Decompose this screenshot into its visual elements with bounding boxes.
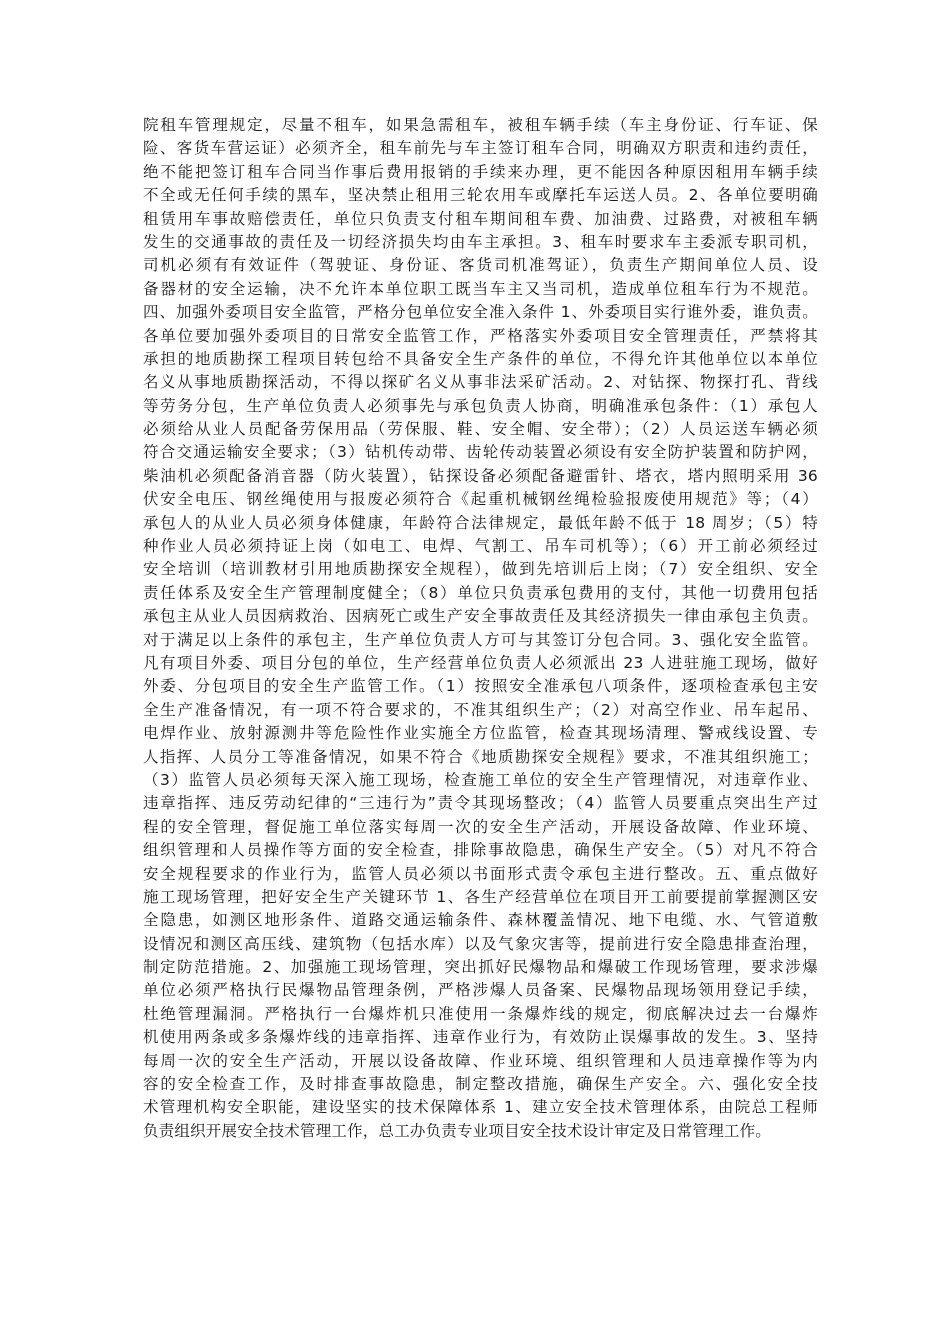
text-line: 制定防范措施。2、加强施工现场管理，突出抓好民爆物品和爆破工作现场管理，要求涉爆 (143, 958, 818, 977)
text-line: 人指挥、人员分工等准备情况，如果不符合《地质勘探安全规程》要求，不准其组织施工； (143, 747, 818, 766)
text-line: 违章指挥、违反劳动纪律的“三违行为”责令其现场整改；（4）监管人员要重点突出生产过 (143, 794, 818, 813)
text-line: 院租车管理规定，尽量不租车，如果急需租车，被租车辆手续（车主身份证、行车证、保 (143, 116, 818, 134)
text-line: 各单位要加强外委项目的日常安全监管工作，严格落实外委项目安全管理责任，严禁将其 (143, 326, 818, 345)
text-line: 伏安全电压、钢丝绳使用与报废必须符合《起重机械钢丝绳检验报废使用规范》等；（4） (143, 490, 818, 509)
text-line: 程的安全管理，督促施工单位落实每周一次的安全生产活动，开展设备故障、作业环境、 (143, 817, 818, 836)
text-line: 机使用两条或多条爆炸线的违章指挥、违章作业行为，有效防止误爆事故的发生。3、坚持 (143, 1028, 818, 1047)
text-line: 杜绝管理漏洞。严格执行一台爆炸机只准使用一条爆炸线的规定，彻底解决过去一台爆炸 (143, 1004, 818, 1023)
text-line: 电焊作业、放射源测井等危险性作业实施全方位监管，检查其现场清理、警戒线设置、专 (143, 724, 818, 743)
text-line: 凡有项目外委、项目分包的单位，生产经营单位负责人必须派出 23 人进驻施工现场，做好 (143, 653, 818, 672)
text-line: 承包人的从业人员必须身体健康，年龄符合法律规定，最低年龄不低于 18 周岁；（5）特 (143, 513, 818, 532)
text-line: 名义从事地质勘探活动，不得以探矿名义从事非法采矿活动。2、对钻探、物探打孔、背线 (143, 373, 818, 392)
text-line: 柴油机必须配备消音器（防火装置），钻探设备必须配备避雷针、塔衣，塔内照明采用 36 (143, 466, 818, 485)
text-line: 负责组织开展安全技术管理工作，总工办负责专业项目安全技术设计审定及日常管理工作。 (143, 1121, 772, 1140)
text-line: 外委、分包项目的安全生产监管工作。（1）按照安全准承包八项条件，逐项检查承包主安 (143, 677, 818, 696)
text-line: 单位必须严格执行民爆物品管理条例，严格涉爆人员备案、民爆物品现场领用登记手续， (143, 981, 818, 1000)
text-line: 符合交通运输安全要求；（3）钻机传动带、齿轮传动装置必须设有安全防护装置和防护网， (143, 443, 818, 462)
text-line: 组织管理和人员操作等方面的安全检查，排除事故隐患，确保生产安全。（5）对凡不符合 (143, 841, 818, 860)
text-line: 种作业人员必须持证上岗（如电工、电焊、气割工、吊车司机等）；（6）开工前必须经过 (143, 537, 818, 556)
text-line: 安全规程要求的作业行为，监管人员必须以书面形式责令承包主进行整改。五、重点做好 (143, 864, 818, 883)
text-line: （3）监管人员必须每天深入施工现场，检查施工单位的安全生产管理情况，对违章作业、 (143, 770, 818, 789)
text-line: 每周一次的安全生产活动，开展以设备故障、作业环境、组织管理和人员违章操作等为内 (143, 1051, 818, 1070)
text-line: 承包主从业人员因病救治、因病死亡或生产安全事故责任及其经济损失一律由承包主负责。 (143, 607, 818, 626)
body-text (143, 114, 818, 1143)
text-line: 术管理机构安全职能，建设坚实的技术保障体系 1、建立安全技术管理体系，由院总工程师 (143, 1098, 818, 1117)
text-line: 租赁用车事故赔偿责任，单位只负责支付租车期间租车费、加油费、过路费，对被租车辆 (143, 209, 818, 228)
text-line: 对于满足以上条件的承包主，生产单位负责人方可与其签订分包合同。3、强化安全监管。 (143, 630, 818, 649)
text-line: 承担的地质勘探工程项目转包给不具备安全生产条件的单位，不得允许其他单位以本单位 (143, 349, 818, 368)
text-line: 险、客货车营运证）必须齐全，租车前先与车主签订租车合同，明确双方职责和违约责任， (143, 139, 818, 158)
text-line: 容的安全检查工作，及时排查事故隐患，制定整改措施，确保生产安全。六、强化安全技 (143, 1075, 818, 1094)
text-line: 备器材的安全运输，决不允许本单位职工既当车主又当司机，造成单位租车行为不规范。 (143, 279, 818, 298)
text-line: 施工现场管理，把好安全生产关键环节 1、各生产经营单位在项目开工前要提前掌握测区安 (143, 887, 818, 906)
text-line: 安全培训（培训教材引用地质勘探安全规程），做到先培训后上岗；（7）安全组织、安全 (143, 560, 818, 579)
text-line: 发生的交通事故的责任及一切经济损失均由车主承担。3、租车时要求车主委派专职司机， (143, 232, 818, 251)
text-line: 全隐患，如测区地形条件、道路交通运输条件、森林覆盖情况、地下电缆、水、气管道敷 (143, 911, 818, 930)
text-line: 设情况和测区高压线、建筑物（包括水库）以及气象灾害等，提前进行安全隐患排查治理， (143, 934, 818, 953)
text-line: 全生产准备情况，有一项不符合要求的，不准其组织生产；（2）对高空作业、吊车起吊、 (143, 700, 818, 719)
text-line: 司机必须有有效证件（驾驶证、身份证、客货司机准驾证），负责生产期间单位人员、设 (143, 256, 818, 275)
text-line: 责任体系及安全生产管理制度健全；（8）单位只负责承包费用的支付，其他一切费用包括 (143, 583, 818, 602)
text-line: 绝不能把签订租车合同当作事后费用报销的手续来办理，更不能因各种原因租用车辆手续 (143, 162, 818, 181)
text-line: 四、加强外委项目安全监管，严格分包单位安全准入条件 1、外委项目实行谁外委，谁负责。 (143, 303, 818, 322)
text-line: 必须给从业人员配备劳保用品（劳保服、鞋、安全帽、安全带）；（2）人员运送车辆必须 (143, 420, 818, 439)
text-line: 等劳务分包，生产单位负责人必须事先与承包负责人协商，明确准承包条件：（1）承包人 (143, 396, 818, 415)
text-line: 不全或无任何手续的黑车，坚决禁止租用三轮农用车或摩托车运送人员。2、各单位要明确 (143, 186, 818, 205)
